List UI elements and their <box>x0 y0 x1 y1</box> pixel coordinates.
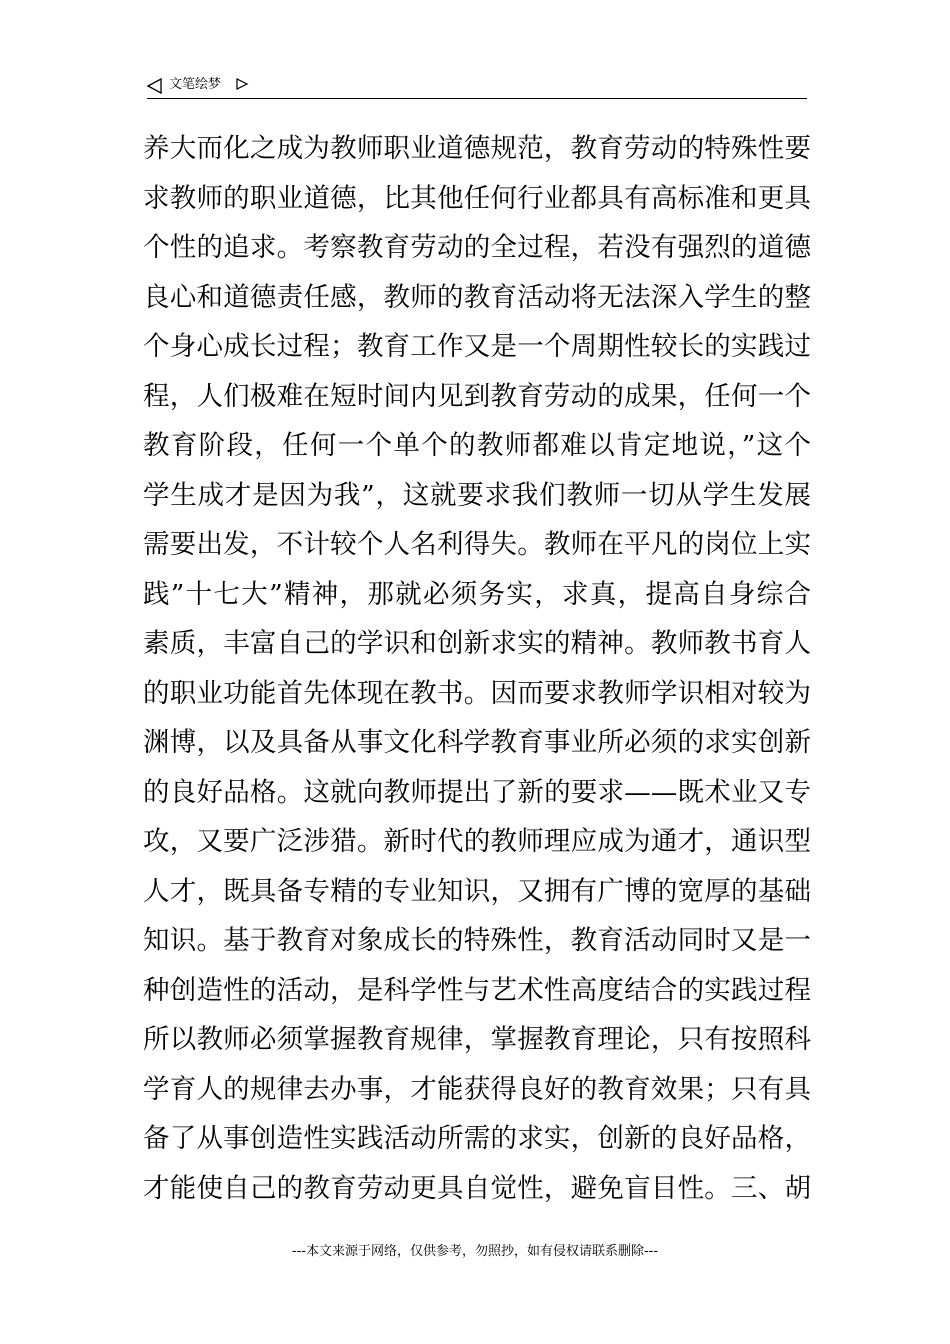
text-line: 践”十七大”精神，那就必须务实，求真，提高自身综合 <box>143 578 811 610</box>
text-line: 备了从事创造性实践活动所需的求实，创新的良好品格， <box>143 1123 811 1154</box>
text-line: 渊博，以及具备从事文化科学教育事业所必须的求实创新 <box>143 727 811 758</box>
text-line: 种创造性的活动，是科学性与艺术性高度结合的实践过程 <box>143 974 811 1006</box>
text-line: 良心和道德责任感，教师的教育活动将无法深入学生的整 <box>143 281 811 313</box>
text-line: 所以教师必须掌握教育规律，掌握教育理论，只有按照科 <box>143 1024 811 1055</box>
footer-disclaimer: ---本文来源于网络，仅供参考，勿照抄，如有侵权请联系删除--- <box>291 1244 659 1259</box>
text-line: 需要出发，不计较个人名利得失。教师在平凡的岗位上实 <box>143 529 811 560</box>
text-line: 个性的追求。考察教育劳动的全过程，若没有强烈的道德 <box>143 232 811 263</box>
triangle-right-icon <box>235 77 249 91</box>
text-line: 攻，又要广泛涉猎。新时代的教师理应成为通才，通识型 <box>143 826 811 857</box>
text-line: 学育人的规律去办事，才能获得良好的教育效果；只有具 <box>143 1073 811 1105</box>
text-line: 学生成才是因为我”，这就要求我们教师一切从学生发展 <box>143 479 811 511</box>
text-line: 的良好品格。这就向教师提出了新的要求——既术业又专 <box>143 776 811 808</box>
text-line: 程，人们极难在短时间内见到教育劳动的成果，任何一个 <box>143 380 811 412</box>
text-line: 养大而化之成为教师职业道德规范，教育劳动的特殊性要 <box>143 133 811 164</box>
text-line: 知识。基于教育对象成长的特殊性，教育活动同时又是一 <box>143 925 811 956</box>
text-line: 教育阶段，任何一个单个的教师都难以肯定地说，”这个 <box>143 430 811 461</box>
text-line: 的职业功能首先体现在教书。因而要求教师学识相对较为 <box>143 677 811 709</box>
text-line: 求教师的职业道德，比其他任何行业都具有高标准和更具 <box>143 182 811 214</box>
header-title: 文笔绘梦 <box>169 77 222 92</box>
text-line: 素质，丰富自己的学识和创新求实的精神。教师教书育人 <box>143 628 811 659</box>
triangle-left-icon <box>147 78 163 94</box>
text-line: 个身心成长过程；教育工作又是一个周期性较长的实践过 <box>143 331 811 362</box>
page-header <box>147 74 807 99</box>
text-line: 才能使自己的教育劳动更具自觉性，避免盲目性。三、胡 <box>143 1172 811 1204</box>
text-line: 人才，既具备专精的专业知识，又拥有广博的宽厚的基础 <box>143 875 811 907</box>
body-text <box>143 124 811 1213</box>
